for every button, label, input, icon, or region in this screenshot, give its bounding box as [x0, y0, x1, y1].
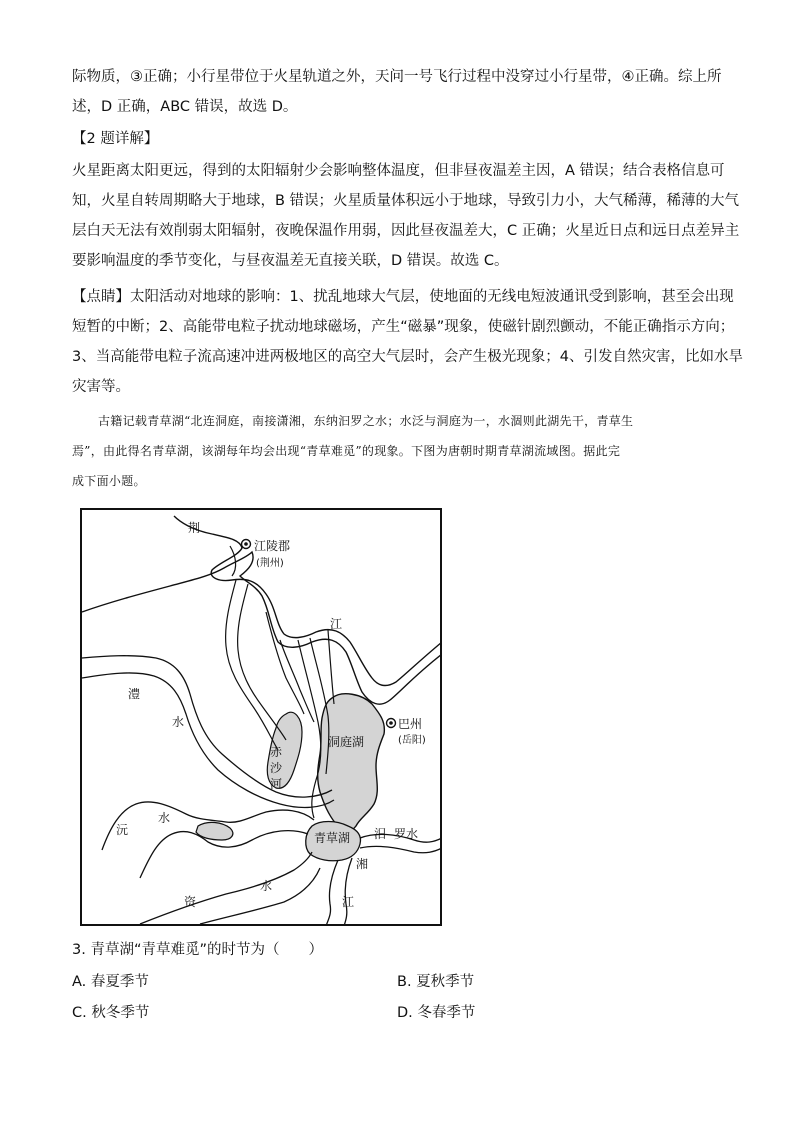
option-a[interactable]: A. 春夏季节	[72, 974, 149, 990]
reading-passage	[72, 406, 732, 496]
option-b[interactable]: B. 夏秋季节	[397, 974, 475, 990]
label-sha: 沙	[270, 761, 283, 775]
text-line: 火星距离太阳更远，得到的太阳辐射少会影响整体温度，但非昼夜温差主因，A 错误；结合表格信息可	[72, 163, 725, 179]
label-qingcao-lake: 青草湖	[314, 831, 351, 845]
label-zi: 资	[184, 895, 197, 909]
label-zi-shui: 水	[260, 879, 273, 893]
solution-paragraph-1	[72, 62, 722, 122]
solution-paragraph-2	[72, 156, 740, 276]
text-line: 成下面小题。	[72, 474, 146, 488]
label-yuan: 沅	[116, 823, 129, 837]
label-jingzhou: (荆州)	[256, 558, 284, 569]
label-luo-shui: 罗水	[394, 827, 419, 841]
option-c[interactable]: C. 秋冬季节	[72, 1005, 150, 1021]
map-frame	[81, 509, 441, 925]
label-dongting-lake: 洞庭湖	[328, 735, 365, 749]
question-3-stem: 3. 青草湖“青草难觅”的时节为（ ）	[72, 942, 323, 958]
label-mi: 汨	[374, 827, 387, 841]
label-yueyang: (岳阳)	[398, 735, 426, 746]
label-jiang-north: 江	[330, 617, 343, 631]
option-d[interactable]: D. 冬春季节	[397, 1005, 476, 1021]
key-point-paragraph	[72, 282, 743, 402]
label-yuan-shui: 水	[158, 811, 171, 825]
text-line: 灾害等。	[72, 379, 130, 395]
city-dot	[389, 721, 393, 725]
solution-heading-2: 【2 题详解】	[72, 131, 159, 147]
text-line: 层白天无法有效削弱太阳辐射，夜晚保温作用弱，因此昼夜温差大，C 正确；火星近日点和远日点差异主	[72, 223, 740, 239]
label-jiang-south: 江	[342, 895, 355, 909]
text-line: 古籍记载青草湖“北连洞庭，南接潇湘，东纳汩罗之水；水泛与洞庭为一，水涸则此湖先干，青草生	[98, 414, 634, 428]
text-line: 际物质，③正确；小行星带位于火星轨道之外，天问一号飞行过程中没穿过小行星带，④正确。综上所	[72, 69, 722, 85]
text-line: 焉”，由此得名青草湖，该湖每年均会出现“青草难觅”的现象。下图为唐朝时期青草湖流域图。据此完	[72, 444, 621, 458]
text-line: 要影响温度的季节变化，与昼夜温差无直接关联，D 错误。故选 C。	[72, 253, 509, 269]
label-jing: 荆	[188, 521, 201, 535]
label-chi: 赤	[270, 745, 283, 759]
label-li: 澧	[128, 687, 141, 701]
text-line: 3、当高能带电粒子流高速冲进两极地区的高空大气层时，会产生极光现象；4、引发自然灾害，比如水旱	[72, 349, 743, 365]
text-line: 【点睛】太阳活动对地球的影响：1、扰乱地球大气层，使地面的无线电短波通讯受到影响，甚至会出现	[72, 289, 734, 305]
text-line: 知，火星自转周期略大于地球，B 错误；火星质量体积远小于地球，导致引力小，大气稀薄，稀薄的大气	[72, 193, 740, 209]
label-li-shui: 水	[172, 715, 185, 729]
text-line: 短暂的中断；2、高能带电粒子扰动地球磁场，产生“磁暴”现象，使磁针剧烈颤动，不能正确指示方向；	[72, 319, 735, 335]
text-line: 述，D 正确，ABC 错误，故选 D。	[72, 99, 298, 115]
label-he: 河	[270, 777, 283, 791]
label-jiangling: 江陵郡	[254, 539, 291, 553]
city-dot	[244, 542, 248, 546]
label-xiang: 湘	[356, 857, 369, 871]
label-bazhou: 巴州	[398, 717, 423, 731]
qingcao-lake-basin-map	[80, 508, 442, 926]
